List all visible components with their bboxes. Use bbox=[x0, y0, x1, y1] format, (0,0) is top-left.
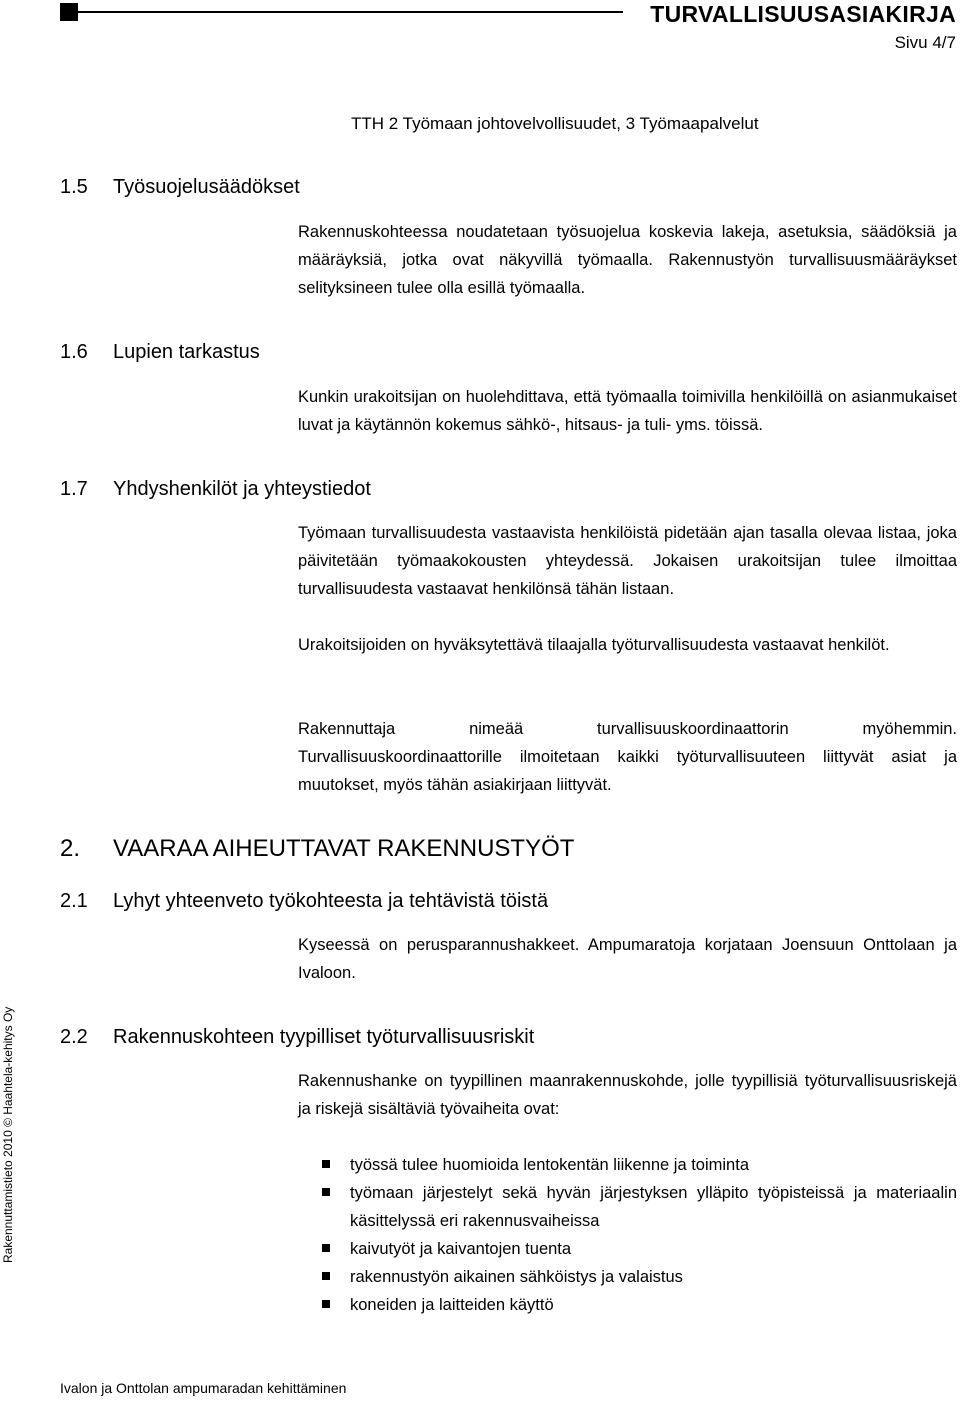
header-square-mark bbox=[60, 3, 78, 21]
list-item-text: koneiden ja laitteiden käyttö bbox=[350, 1296, 554, 1314]
section-2-2-paragraph: Rakennushanke on tyypillinen maanrakennuskohde, jolle tyypillisiä työturvallisuusriskejä ja riskejä sisältäviä työvaiheita ovat: bbox=[298, 1072, 957, 1118]
section-number: 1.5 bbox=[60, 176, 88, 198]
section-title: Rakennuskohteen tyypilliset työturvallisuusriskit bbox=[113, 1026, 535, 1048]
section-2-1-paragraph: Kyseessä on perusparannushakkeet. Ampumaratoja korjataan Joensuun Onttolaan ja Ivaloon. bbox=[298, 936, 957, 982]
section-1-7-paragraph-3: Rakennuttaja nimeää turvallisuuskoordinaattorin myöhemmin. Turvallisuuskoordinaattorille ilmoitetaan kaikki työturvallisuuteen liittyvät asiat ja muutokset, myös tähän asiakirjaan liittyvät. bbox=[298, 720, 957, 794]
header-rule bbox=[78, 11, 623, 13]
list-item bbox=[322, 1291, 957, 1319]
chapter-title: VAARAA AIHEUTTAVAT RAKENNUSTYÖT bbox=[113, 835, 575, 862]
section-number: 2.2 bbox=[60, 1026, 88, 1048]
section-number: 2.1 bbox=[60, 890, 88, 912]
section-1-5-paragraph: Rakennuskohteessa noudatetaan työsuojelua koskevia lakeja, asetuksia, säädöksiä ja määräyksiä, jotka ovat näkyvillä työmaalla. Rakennustyön turvallisuusmääräykset selityksineen tulee olla esillä työmaalla. bbox=[298, 223, 957, 297]
section-2-2-heading bbox=[60, 1026, 534, 1049]
list-item-text: työssä tulee huomioida lentokentän liikenne ja toiminta bbox=[350, 1156, 749, 1174]
section-title: Työsuojelusäädökset bbox=[113, 176, 300, 198]
bullet-square-icon bbox=[322, 1160, 330, 1168]
section-1-7-paragraph-1: Työmaan turvallisuudesta vastaavista henkilöistä pidetään ajan tasalla olevaa listaa, joka päivitetään työmaakokousten yhteydessä. Jokaisen urakoitsijan tulee ilmoittaa turvallisuudesta vastaavat henkilönsä tähän listaan. bbox=[298, 524, 957, 598]
list-item-text: rakennustyön aikainen sähköistys ja valaistus bbox=[350, 1268, 683, 1286]
bullet-square-icon bbox=[322, 1300, 330, 1308]
section-title: Lupien tarkastus bbox=[113, 341, 260, 363]
section-1-5-heading bbox=[60, 176, 300, 199]
bullet-square-icon bbox=[322, 1188, 330, 1196]
bullet-square-icon bbox=[322, 1244, 330, 1252]
section-title: Yhdyshenkilöt ja yhteystiedot bbox=[113, 478, 371, 500]
footer-text: Ivalon ja Onttolan ampumaradan kehittäminen bbox=[60, 1380, 347, 1396]
list-item bbox=[322, 1179, 957, 1235]
section-number: 1.6 bbox=[60, 341, 88, 363]
section-2-1-heading bbox=[60, 890, 548, 913]
list-item-text: kaivutyöt ja kaivantojen tuenta bbox=[350, 1240, 572, 1258]
section-title: Lyhyt yhteenveto työkohteesta ja tehtävistä töistä bbox=[113, 890, 549, 912]
section-1-7-heading bbox=[60, 478, 371, 501]
chapter-2-heading bbox=[60, 835, 574, 863]
section-number: 1.7 bbox=[60, 478, 88, 500]
chapter-number: 2. bbox=[60, 835, 81, 862]
list-item bbox=[322, 1263, 957, 1291]
reference-line: TTH 2 Työmaan johtovelvollisuudet, 3 Työmaapalvelut bbox=[351, 114, 759, 133]
document-title: TURVALLISUUSASIAKIRJA bbox=[650, 1, 956, 27]
list-item bbox=[322, 1151, 957, 1179]
page-number: Sivu 4/7 bbox=[894, 33, 956, 52]
list-item-text: työmaan järjestelyt sekä hyvän järjestyksen ylläpito työpisteissä ja materiaalin käsittelyssä eri rakennusvaiheissa bbox=[350, 1184, 957, 1230]
list-item bbox=[322, 1235, 957, 1263]
section-1-6-heading bbox=[60, 341, 260, 364]
section-1-7-paragraph-2: Urakoitsijoiden on hyväksytettävä tilaajalla työturvallisuudesta vastaavat henkilöt. bbox=[298, 636, 890, 654]
bullet-square-icon bbox=[322, 1272, 330, 1280]
copyright-side-note: Rakennuttamistieto 2010 © Haahtela-kehitys Oy bbox=[1, 1006, 15, 1263]
section-1-6-paragraph: Kunkin urakoitsijan on huolehdittava, että työmaalla toimivilla henkilöillä on asianmukaiset luvat ja käytännön kokemus sähkö-, hitsaus- ja tuli- yms. töissä. bbox=[298, 388, 957, 434]
risk-list bbox=[322, 1151, 957, 1319]
